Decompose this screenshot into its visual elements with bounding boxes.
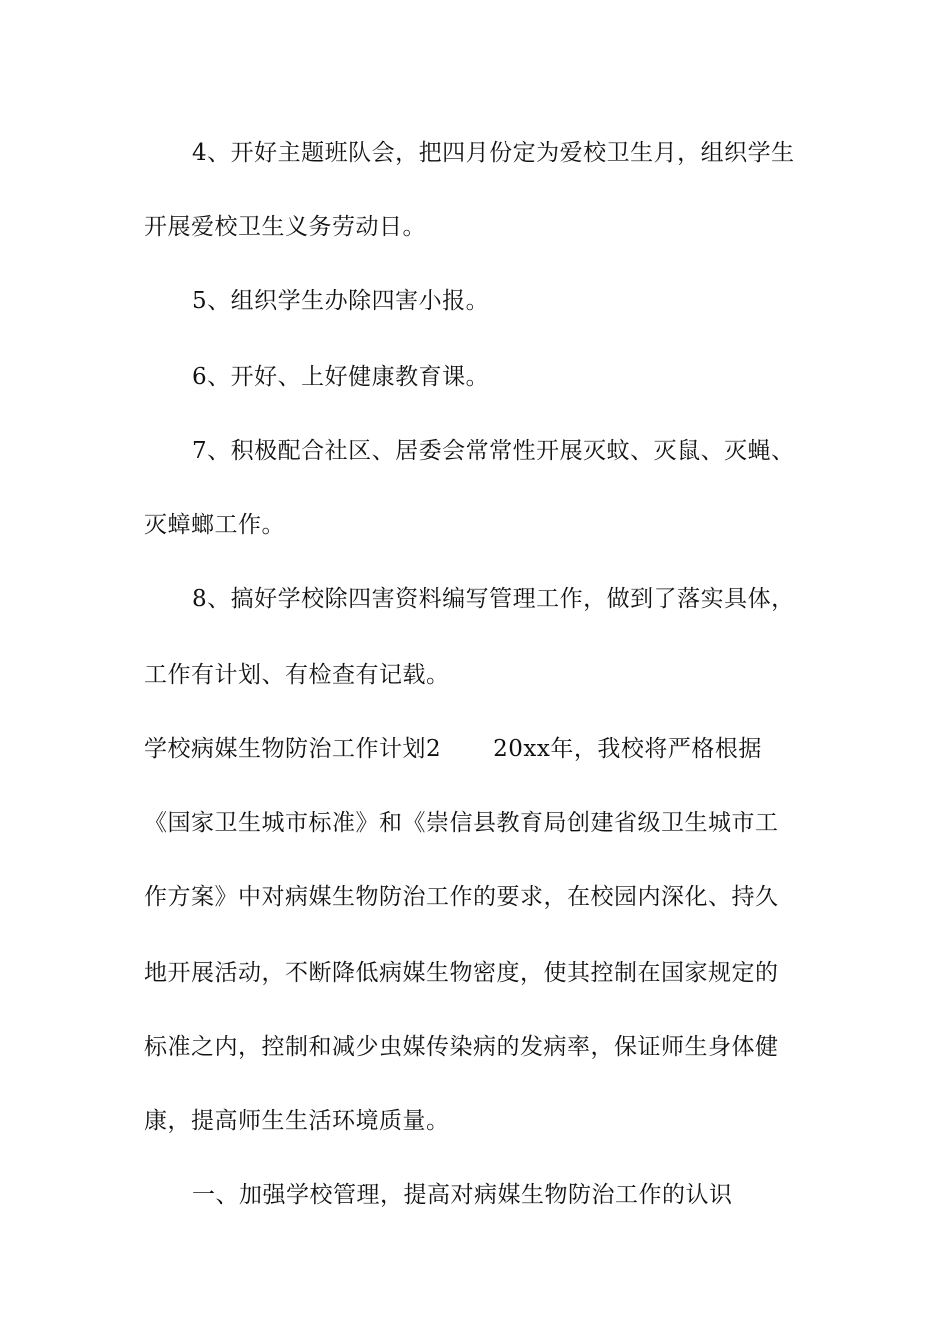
paragraph-line: 地开展活动，不断降低病媒生物密度，使其控制在国家规定的 xyxy=(144,960,779,986)
paragraph-line: 8、搞好学校除四害资料编写管理工作，做到了落实具体， xyxy=(192,586,795,612)
paragraph-line: 6、开好、上好健康教育课。 xyxy=(192,364,490,390)
paragraph-line: 康，提高师生生活环境质量。 xyxy=(144,1108,450,1134)
paragraph-start: 20xx年，我校将严格根据 xyxy=(493,736,762,762)
paragraph-line: 7、积极配合社区、居委会常常性开展灭蚊、灭鼠、灭蝇、 xyxy=(192,438,795,464)
paragraph-line: 5、组织学生办除四害小报。 xyxy=(192,288,490,314)
paragraph-line: 开展爱校卫生义务劳动日。 xyxy=(144,214,426,240)
paragraph-line: 灭蟑螂工作。 xyxy=(144,512,285,538)
section-heading: 学校病媒生物防治工作计划2 xyxy=(144,736,442,762)
paragraph-line: 《国家卫生城市标准》和《崇信县教育局创建省级卫生城市工 xyxy=(144,810,779,836)
paragraph-line: 4、开好主题班队会，把四月份定为爱校卫生月，组织学生 xyxy=(192,140,795,166)
paragraph-line: 作方案》中对病媒生物防治工作的要求，在校园内深化、持久 xyxy=(144,884,779,910)
paragraph-line: 标准之内，控制和减少虫媒传染病的发病率，保证师生身体健 xyxy=(144,1034,779,1060)
subheading-line: 一、加强学校管理，提高对病媒生物防治工作的认识 xyxy=(192,1182,733,1208)
section-heading-line xyxy=(144,734,814,764)
paragraph-line: 工作有计划、有检查有记载。 xyxy=(144,662,450,688)
